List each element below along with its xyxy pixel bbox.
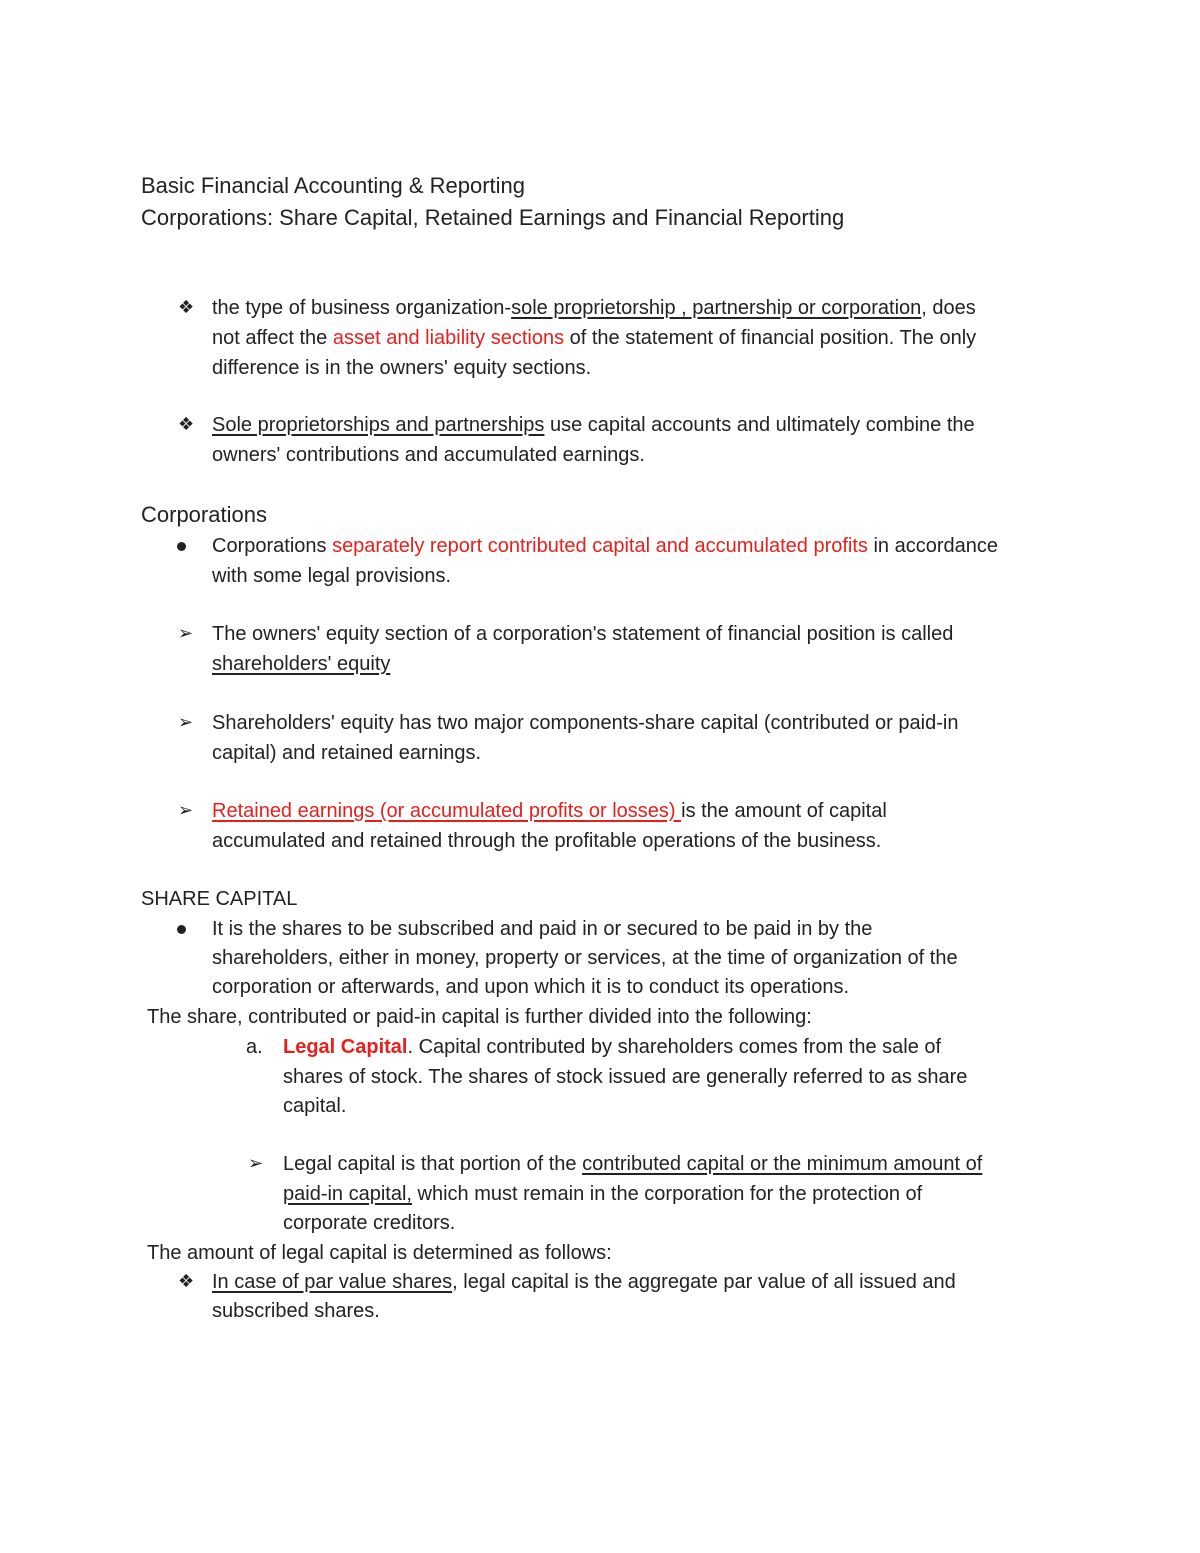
corp-item-2-line-2: shareholders' equity — [212, 653, 391, 675]
intro-bullet-2-line-1: Sole proprietorships and partnerships use capital accounts and ultimately combine the — [212, 414, 975, 436]
diamond-bullet-icon: ❖ — [178, 414, 195, 435]
diamond-bullet-icon: ❖ — [178, 1271, 195, 1292]
intro-bullet-1-line-1: the type of business organization-sole proprietorship , partnership or corporation, does — [212, 297, 976, 319]
intro-bullet-1-line-3: difference is in the owners' equity sections. — [212, 357, 592, 379]
doc-title: Basic Financial Accounting & Reporting — [141, 173, 525, 198]
intro-bullet-2-line-2: owners' contributions and accumulated earnings. — [212, 444, 645, 466]
corp-item-4-line-1: Retained earnings (or accumulated profits or losses) is the amount of capital — [212, 800, 887, 822]
legal-capital-line-1: Legal Capital. Capital contributed by shareholders comes from the sale of — [283, 1036, 942, 1058]
bullet-dot-icon — [177, 542, 186, 551]
arrow-bullet-icon: ➢ — [178, 712, 194, 733]
doc-subtitle: Corporations: Share Capital, Retained Earnings and Financial Reporting — [141, 205, 845, 230]
arrow-bullet-icon: ➢ — [178, 800, 194, 821]
legal-capital-line-2: shares of stock. The shares of stock issued are generally referred to as share — [283, 1066, 968, 1088]
corp-item-3-line-2: capital) and retained earnings. — [212, 742, 482, 764]
legal-note-line-2: paid-in capital, which must remain in the corporation for the protection of — [283, 1183, 923, 1205]
share-item-1-line-3: corporation or afterwards, and upon which it is to conduct its operations. — [212, 976, 850, 998]
corp-item-2-line-1: The owners' equity section of a corporation's statement of financial position is called — [212, 623, 954, 645]
par-value-line-1: In case of par value shares, legal capital is the aggregate par value of all issued and — [212, 1271, 956, 1293]
diamond-bullet-icon: ❖ — [178, 297, 195, 318]
corp-item-3-line-1: Shareholders' equity has two major components-share capital (contributed or paid-in — [212, 712, 959, 734]
section-heading-share-capital: SHARE CAPITAL — [141, 888, 298, 910]
corp-item-1-line-1: Corporations separately report contributed capital and accumulated profits in accordance — [212, 535, 998, 557]
corp-item-4-line-2: accumulated and retained through the profitable operations of the business. — [212, 830, 882, 852]
legal-capital-line-3: capital. — [283, 1095, 347, 1117]
arrow-bullet-icon: ➢ — [248, 1153, 264, 1174]
par-value-line-2: subscribed shares. — [212, 1300, 380, 1322]
corp-item-1-line-2: with some legal provisions. — [212, 565, 451, 587]
legal-note-line-1: Legal capital is that portion of the contributed capital or the minimum amount of — [283, 1153, 983, 1175]
share-item-1-line-2: shareholders, either in money, property or services, at the time of organization of the — [212, 947, 958, 969]
bullet-dot-icon — [177, 925, 186, 934]
share-item-1-line-1: It is the shares to be subscribed and paid in or secured to be paid in by the — [212, 918, 873, 940]
share-divided-text: The share, contributed or paid-in capital is further divided into the following: — [147, 1006, 812, 1028]
arrow-bullet-icon: ➢ — [178, 623, 194, 644]
section-heading-corporations: Corporations — [141, 502, 267, 527]
list-letter-a: a. — [246, 1036, 263, 1058]
legal-note-line-3: corporate creditors. — [283, 1212, 456, 1234]
amount-legal-capital-text: The amount of legal capital is determined as follows: — [147, 1242, 612, 1264]
intro-bullet-1-line-2: not affect the asset and liability sections of the statement of financial position. The only — [212, 327, 977, 349]
